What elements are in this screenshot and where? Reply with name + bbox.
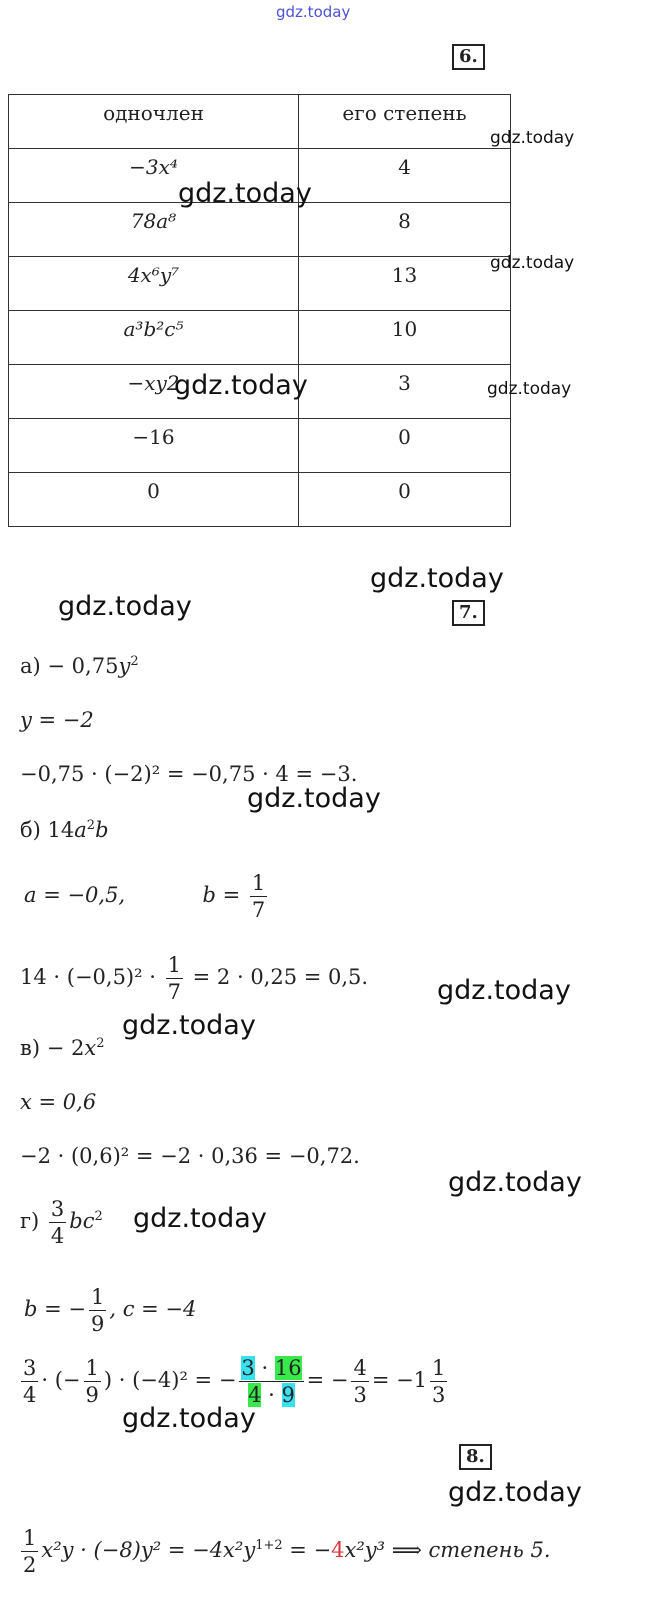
watermark: gdz.today — [247, 783, 381, 814]
task7-g-expression: г) $\frac{3}{4}$ $bc^2$ — [20, 1197, 103, 1248]
watermark: gdz.today — [437, 975, 571, 1006]
task7-g-condition: b = − $\frac{1}{9}$ , c = −4 — [24, 1285, 197, 1336]
task7-a-condition: y = −2 — [20, 708, 94, 732]
task7-v-condition: x = 0,6 — [20, 1090, 97, 1114]
table-row — [9, 203, 511, 257]
cell-degree: 0 — [299, 419, 511, 473]
task7-b-expression: б) $14a^2b$ — [20, 818, 109, 842]
watermark-top: gdz.today — [276, 3, 351, 21]
watermark: gdz.today — [58, 591, 192, 622]
task7-v-expression: $в) - 2x^2$ — [20, 1036, 105, 1060]
task8-calculation: $\frac{1}{2}$ $x^2y \cdot (-8)y^2 = -4x^2y^{1+2} = -4x^2y^3$ ⟹ степень 5. — [23, 1526, 551, 1577]
cell-degree: 10 — [299, 311, 511, 365]
cell-monomial: −xy2 — [9, 365, 299, 419]
watermark: gdz.today — [178, 178, 312, 209]
task7-v-calculation: −2 · (0,6)² = −2 · 0,36 = −0,72. — [20, 1144, 360, 1168]
task-number-6: 6. — [452, 44, 485, 70]
cell-degree: 0 — [299, 473, 511, 527]
watermark: gdz.today — [133, 1203, 267, 1234]
task7-a-calculation: −0,75 · (−2)² = −0,75 · 4 = −3. — [20, 762, 358, 786]
task7-a-expression: $а) - 0,75y^2$ — [20, 654, 139, 678]
highlight-green: 16 — [274, 1356, 302, 1380]
task7-b-calculation: 14 · (−0,5)² · $\frac{1}{7}$ = 2 · 0,25 = 0,5. — [20, 953, 369, 1004]
watermark: gdz.today — [448, 1477, 582, 1508]
cell-monomial: −3x⁴ — [9, 149, 299, 203]
cell-degree: 8 — [299, 203, 511, 257]
task-number-7: 7. — [452, 600, 485, 626]
task7-g-calculation: $\frac{3}{4}$ · (− $\frac{1}{9}$ ) · (−4)² = − $\frac{3 \cdot 16}{4 \cdot 9}$ = − $\frac{4}{3}$ = −1 $\frac{1}{3}$ — [23, 1356, 446, 1407]
cell-monomial: 4x⁶y⁷ — [9, 257, 299, 311]
highlight-cyan: 9 — [281, 1383, 295, 1407]
table-row — [9, 419, 511, 473]
header-monomial: одночлен — [9, 95, 299, 149]
monomial-table — [8, 94, 511, 527]
cell-degree: 13 — [299, 257, 511, 311]
highlight-cyan: 3 — [241, 1356, 255, 1380]
watermark: gdz.today — [490, 253, 575, 273]
highlight-green: 4 — [248, 1383, 262, 1407]
cell-degree: 4 — [299, 149, 511, 203]
header-degree: его степень — [299, 95, 511, 149]
watermark: gdz.today — [490, 128, 575, 148]
table-row — [9, 473, 511, 527]
watermark: gdz.today — [122, 1010, 256, 1041]
watermark: gdz.today — [370, 563, 504, 594]
watermark: gdz.today — [174, 370, 308, 401]
watermark: gdz.today — [122, 1403, 256, 1434]
task7-b-condition: a = −0,5, b = $\frac{1}{7}$ — [24, 871, 266, 922]
task-number-8: 8. — [459, 1444, 492, 1470]
table-header-row — [9, 95, 511, 149]
cell-monomial: a³b²c⁵ — [9, 311, 299, 365]
table-row — [9, 311, 511, 365]
table-row — [9, 257, 511, 311]
cell-monomial: 0 — [9, 473, 299, 527]
cell-monomial: 78a⁸ — [9, 203, 299, 257]
cell-degree: 3 — [299, 365, 511, 419]
watermark: gdz.today — [448, 1167, 582, 1198]
cell-monomial: −16 — [9, 419, 299, 473]
watermark: gdz.today — [487, 379, 572, 399]
highlight-red-coefficient: 4 — [331, 1538, 345, 1562]
